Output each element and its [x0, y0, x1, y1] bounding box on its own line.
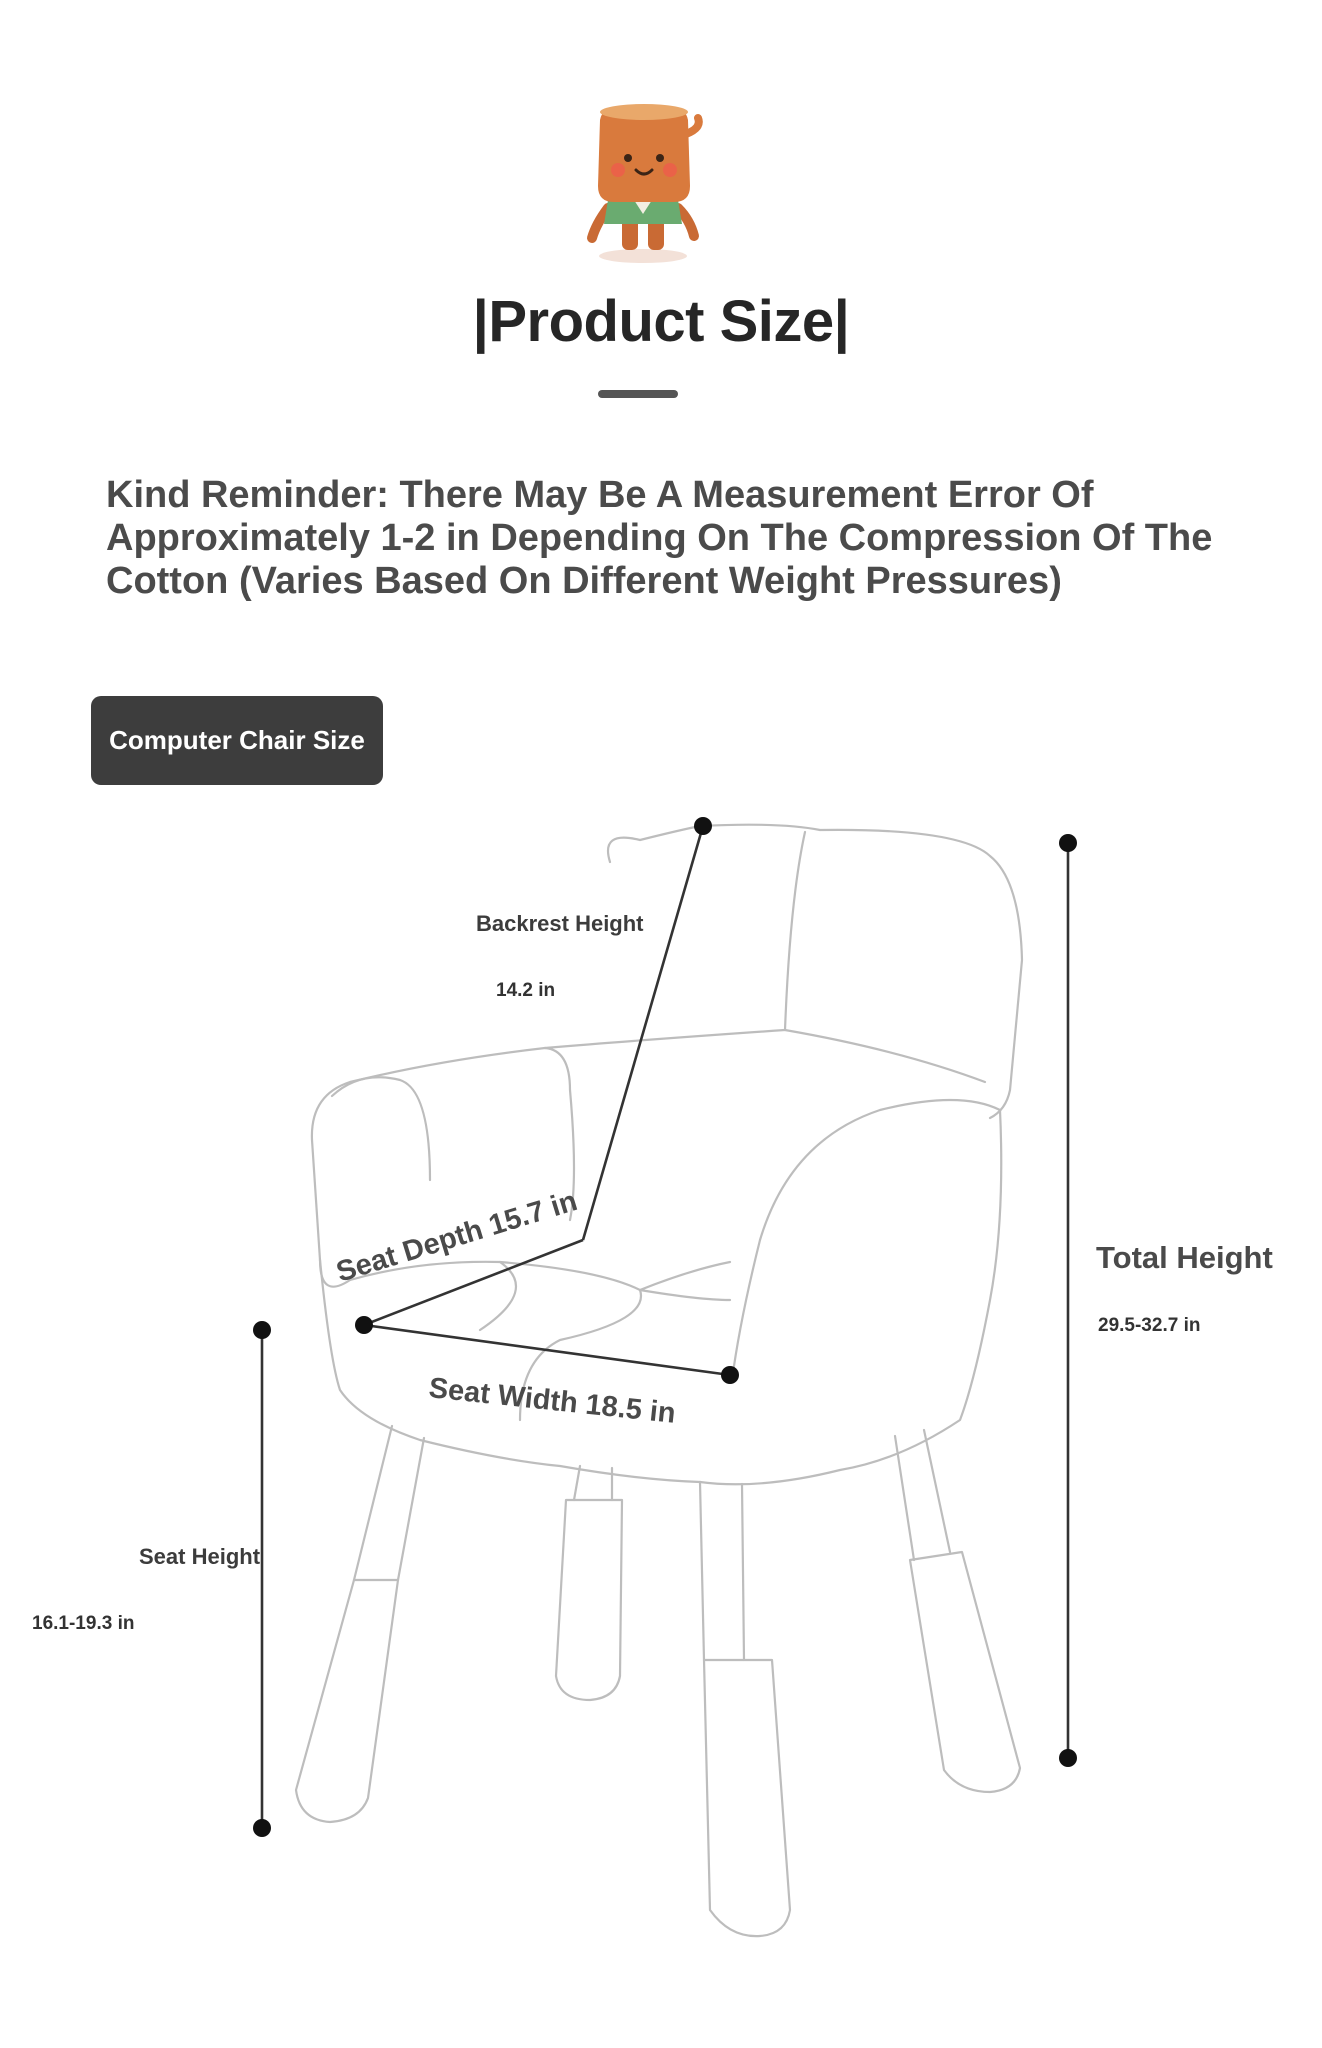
seat-height-top-marker [253, 1321, 271, 1339]
seat-width-line [364, 1325, 730, 1375]
backrest-height-label: Backrest Height [476, 911, 644, 936]
seat-corner-marker [355, 1316, 373, 1334]
total-height-top-marker [1059, 834, 1077, 852]
seat-height-label: Seat Height [139, 1544, 261, 1569]
seat-front-marker [721, 1366, 739, 1384]
seat-depth-label: Seat Depth 15.7 in [332, 1185, 581, 1289]
total-height-value: 29.5-32.7 in [1098, 1315, 1201, 1336]
backrest-top-marker [694, 817, 712, 835]
total-height-bottom-marker [1059, 1749, 1077, 1767]
chair-outline [296, 825, 1022, 1936]
seat-height-bottom-marker [253, 1819, 271, 1837]
backrest-height-value: 14.2 in [496, 980, 556, 1001]
measurement-lines [262, 826, 1068, 1828]
backrest-height-line [583, 826, 703, 1240]
seat-width-label: Seat Width 18.5 in [427, 1372, 678, 1430]
kind-reminder-text: Kind Reminder: There May Be A Measurement Error Of Approximately 1-2 in Depending On The Compression Of The Cotton (Varies Based On Different Weight Pressures) [106, 474, 1213, 602]
tab-label: Computer Chair Size [109, 725, 365, 755]
page-title: |Product Size| [472, 289, 850, 354]
seat-height-value: 16.1-19.3 in [32, 1613, 135, 1634]
total-height-label: Total Height [1096, 1240, 1273, 1275]
